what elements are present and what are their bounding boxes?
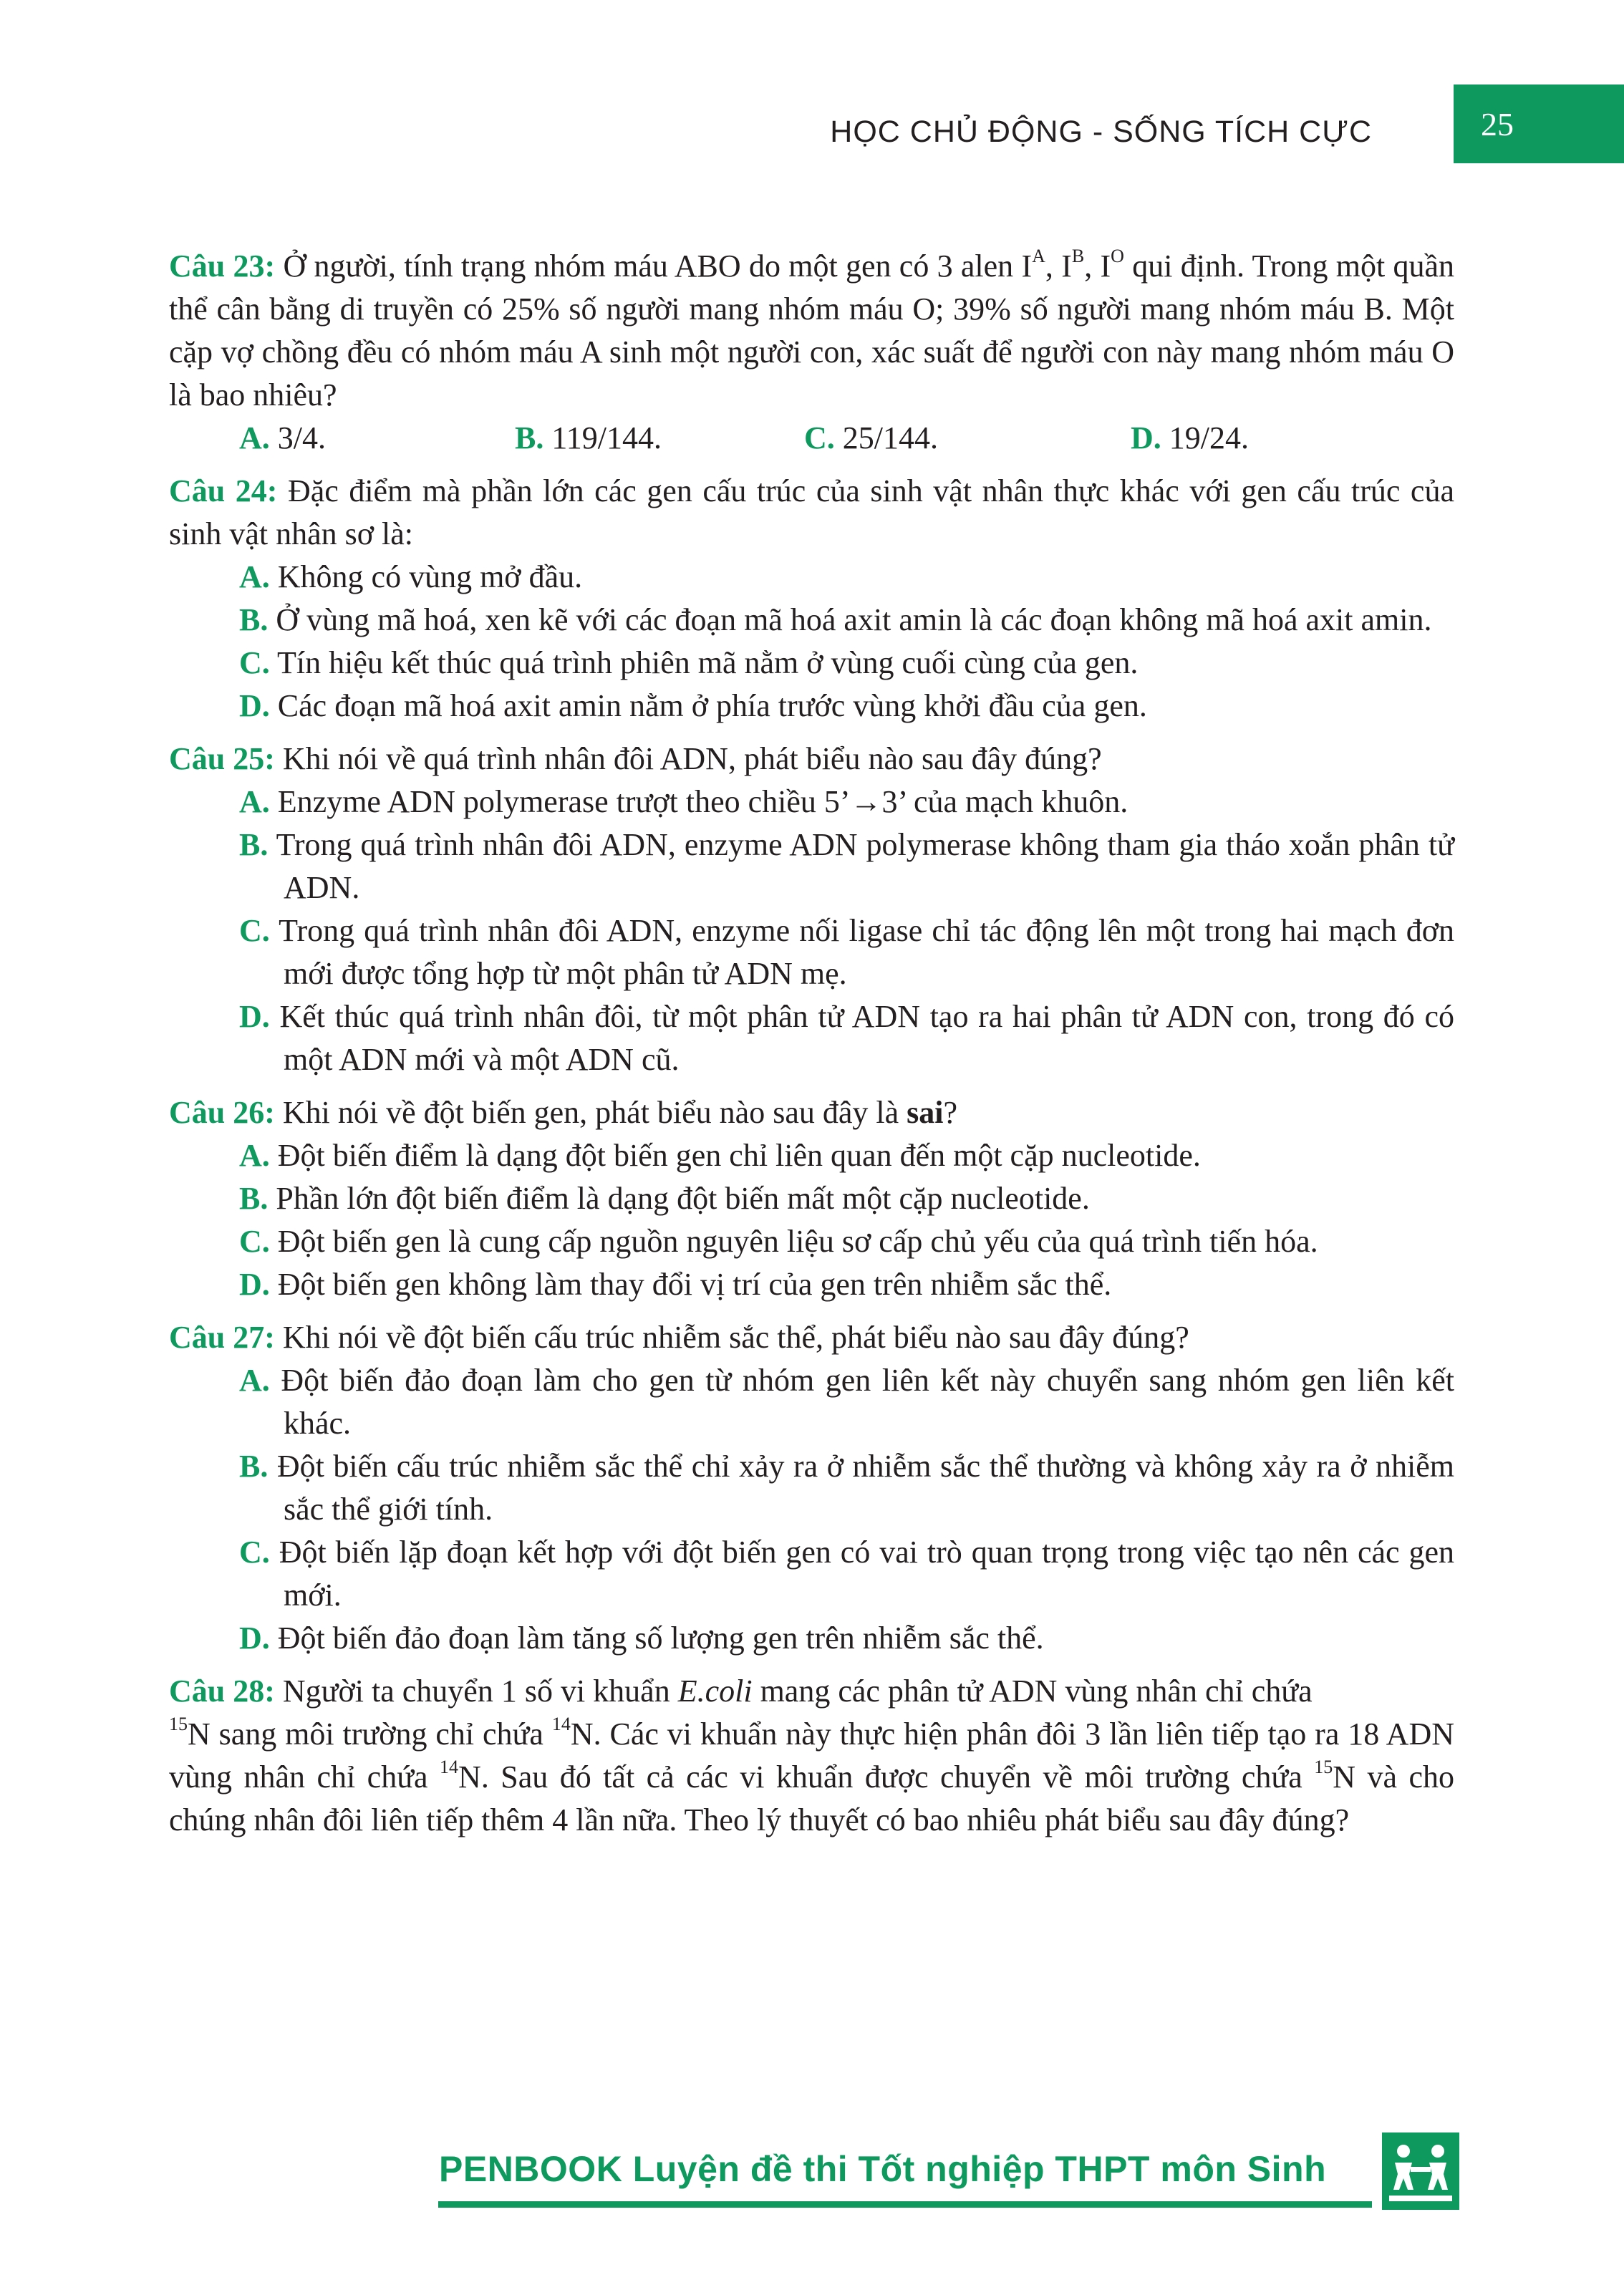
option-text: Không có vùng mở đầu. [269, 559, 583, 594]
publisher-logo-icon [1382, 2132, 1459, 2210]
option-b [169, 599, 1454, 642]
question-27 [169, 1316, 1454, 1660]
option-c [169, 642, 1454, 685]
option-d [169, 995, 1454, 1081]
question-24 [169, 470, 1454, 728]
page-number-badge: 25 [1454, 84, 1624, 163]
question-text: qui định. Trong một quần thể cân bằng di truyền có 25% số người mang nhóm máu O; 39% số người mang nhóm máu B. Một cặp vợ chồng đều có nhóm máu A sinh một người con, xác suất để người con này mang nhóm máu O là bao nhiêu? [169, 248, 1455, 412]
question-label: Câu 25: [169, 741, 275, 776]
option-letter: A. [239, 784, 270, 819]
option-text: 25/144. [834, 420, 939, 455]
question-25 [169, 738, 1454, 1081]
question-24-stem [169, 470, 1454, 556]
option-letter: D. [239, 1620, 270, 1656]
option-text: Trong quá trình nhân đôi ADN, enzyme nối ligase chỉ tác động lên một trong hai mạch đơn mới được tổng hợp từ một phân tử ADN mẹ. [269, 913, 1454, 991]
option-a [239, 417, 515, 460]
option-letter: B. [239, 827, 269, 862]
option-text: Tín hiệu kết thúc quá trình phiên mã nằm ở vùng cuối cùng của gen. [269, 645, 1139, 680]
question-text: Đặc điểm mà phần lớn các gen cấu trúc của sinh vật nhân thực khác với gen cấu trúc của sinh vật nhân sơ là: [169, 473, 1454, 551]
option-c [169, 1220, 1454, 1263]
option-c [169, 1531, 1454, 1617]
option-text: Các đoạn mã hoá axit amin nằm ở phía trước vùng khởi đầu của gen. [269, 688, 1147, 723]
question-text: Khi nói về đột biến cấu trúc nhiễm sắc thể, phát biểu nào sau đây đúng? [274, 1320, 1189, 1355]
question-text: N sang môi trường chỉ chứa [188, 1716, 552, 1752]
question-text: , I [1045, 248, 1072, 284]
question-text: mang các phân tử ADN vùng nhân chỉ chứa [752, 1673, 1313, 1709]
option-a [169, 1359, 1454, 1445]
option-c [804, 417, 1131, 460]
option-text: Đột biến gen không làm thay đổi vị trí của gen trên nhiễm sắc thể. [269, 1267, 1112, 1302]
question-text: Người ta chuyển 1 số vi khuẩn [274, 1673, 678, 1709]
option-text: Đột biến gen là cung cấp nguồn nguyên liệu sơ cấp chủ yếu của quá trình tiến hóa. [269, 1224, 1318, 1259]
question-text: N. Sau đó tất cả các vi khuẩn được chuyển về môi trường chứa [458, 1759, 1315, 1795]
option-text: 3/4. [269, 420, 327, 455]
option-text: 119/144. [543, 420, 662, 455]
option-text: 19/24. [1161, 420, 1250, 455]
option-letter: C. [239, 1224, 270, 1259]
option-text: Ở vùng mã hoá, xen kẽ với các đoạn mã hoá axit amin là các đoạn không mã hoá axit amin. [268, 602, 1432, 637]
options-row [169, 417, 1454, 460]
option-letter: B. [515, 420, 544, 455]
option-letter: B. [239, 1181, 269, 1216]
option-letter: D. [239, 688, 270, 723]
option-letter: A. [239, 559, 270, 594]
question-label: Câu 27: [169, 1320, 275, 1355]
option-text: Trong quá trình nhân đôi ADN, enzyme ADN polymerase không tham gia tháo xoắn phân tử ADN. [268, 827, 1454, 905]
option-letter: A. [239, 1363, 270, 1398]
question-26-stem [169, 1091, 1454, 1134]
option-text: Đột biến điểm là dạng đột biến gen chỉ liên quan đến một cặp nucleotide. [269, 1138, 1201, 1173]
logo-figures-icon [1382, 2132, 1459, 2210]
option-text: Đột biến đảo đoạn làm cho gen từ nhóm gen liên kết này chuyển sang nhóm gen liên kết khác. [269, 1363, 1454, 1441]
option-letter: B. [239, 1449, 269, 1484]
option-letter: B. [239, 602, 269, 637]
option-text: Enzyme ADN polymerase trượt theo chiều 5’→3’ của mạch khuôn. [269, 784, 1128, 819]
option-a [169, 556, 1454, 599]
question-text: Ở người, tính trạng nhóm máu ABO do một gen có 3 alen I [275, 248, 1033, 284]
superscript: 15 [169, 1714, 188, 1735]
option-a [169, 1134, 1454, 1177]
option-d [1131, 417, 1249, 460]
option-c [169, 909, 1454, 995]
option-d [169, 685, 1454, 728]
option-text: Phần lớn đột biến điểm là dạng đột biến mất một cặp nucleotide. [268, 1181, 1090, 1216]
option-a [169, 781, 1454, 823]
superscript: B [1071, 246, 1085, 267]
option-b [169, 1445, 1454, 1531]
superscript: 15 [1314, 1757, 1333, 1778]
option-letter: C. [239, 645, 270, 680]
question-label: Câu 28: [169, 1673, 275, 1709]
option-text: Kết thúc quá trình nhân đôi, từ một phân tử ADN tạo ra hai phân tử ADN con, trong đó có một ADN mới và một ADN cũ. [269, 999, 1454, 1077]
option-b [169, 1177, 1454, 1220]
question-25-stem [169, 738, 1454, 781]
footer-rule [438, 2201, 1372, 2208]
question-text: N và cho chúng nhân đôi liên tiếp thêm 4 lần nữa. Theo lý thuyết có bao nhiêu phát biểu sau đây đúng? [169, 1759, 1454, 1837]
option-text: Đột biến đảo đoạn làm tăng số lượng gen trên nhiễm sắc thể. [269, 1620, 1044, 1656]
option-letter: D. [239, 1267, 270, 1302]
question-text: N. Các vi khuẩn này thực hiện phân đôi 3 lần liên tiếp tạo ra 18 ADN vùng nhân chỉ chứa [169, 1716, 1454, 1795]
page-content [169, 245, 1454, 1852]
option-d [169, 1617, 1454, 1660]
option-letter: C. [239, 1535, 270, 1570]
question-28-stem [169, 1670, 1454, 1842]
option-letter: C. [804, 420, 835, 455]
question-label: Câu 23: [169, 248, 276, 284]
emphasis-text: sai [907, 1095, 944, 1130]
running-header: HỌC CHỦ ĐỘNG - SỐNG TÍCH CỰC [830, 115, 1372, 149]
superscript: 14 [440, 1757, 459, 1778]
question-text: Khi nói về đột biến gen, phát biểu nào sau đây là [274, 1095, 907, 1130]
question-23 [169, 245, 1454, 460]
footer-title: PENBOOK Luyện đề thi Tốt nghiệp THPT môn Sinh [439, 2149, 1327, 2189]
superscript: O [1111, 246, 1124, 267]
superscript: 14 [551, 1714, 571, 1735]
question-23-stem [169, 245, 1454, 417]
option-b [515, 417, 804, 460]
question-27-stem [169, 1316, 1454, 1359]
question-text: ? [943, 1095, 958, 1130]
species-name: E.coli [677, 1673, 753, 1709]
question-label: Câu 24: [169, 473, 278, 508]
question-28 [169, 1670, 1454, 1842]
option-b [169, 823, 1454, 909]
option-text: Đột biến cấu trúc nhiễm sắc thể chỉ xảy ra ở nhiễm sắc thể thường và không xảy ra ở nhiễm sắc thể giới tính. [268, 1449, 1454, 1527]
option-letter: A. [239, 420, 270, 455]
option-letter: D. [239, 999, 270, 1034]
question-text: Khi nói về quá trình nhân đôi ADN, phát biểu nào sau đây đúng? [274, 741, 1102, 776]
option-letter: A. [239, 1138, 270, 1173]
option-letter: C. [239, 913, 270, 948]
superscript: A [1032, 246, 1045, 267]
question-26 [169, 1091, 1454, 1306]
option-letter: D. [1131, 420, 1161, 455]
question-label: Câu 26: [169, 1095, 275, 1130]
option-text: Đột biến lặp đoạn kết hợp với đột biến gen có vai trò quan trọng trong việc tạo nên các gen mới. [269, 1535, 1454, 1613]
question-text: , I [1084, 248, 1111, 284]
option-d [169, 1263, 1454, 1306]
